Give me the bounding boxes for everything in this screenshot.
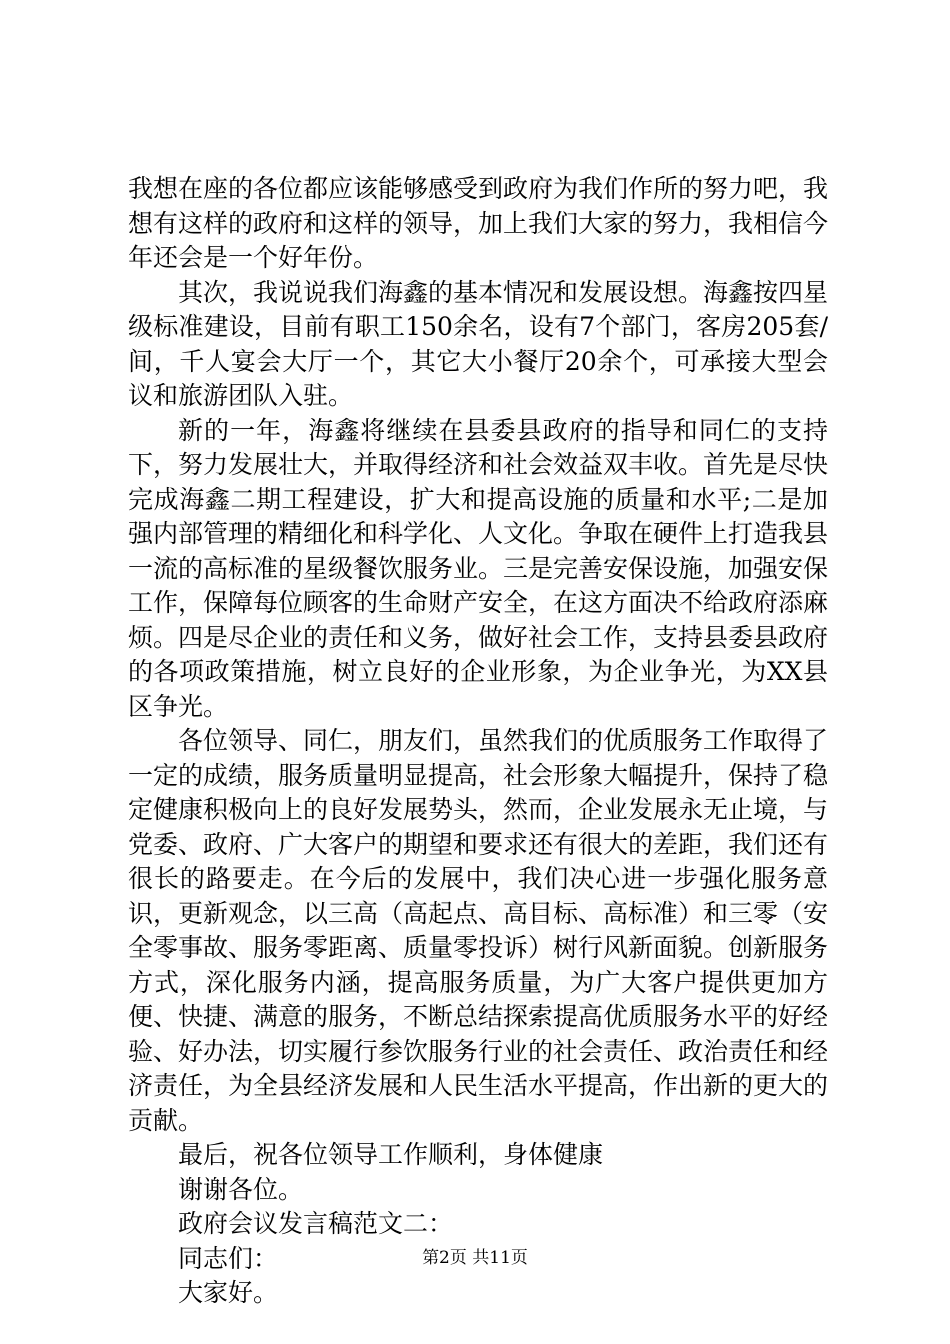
- paragraph-new-year-plans: 新的一年，海鑫将继续在县委县政府的指导和同仁的支持下，努力发展壮大，并取得经济和社会效益双丰收。首先是尽快完成海鑫二期工程建设，扩大和提高设施的质量和水平;二是加强内部管理的精细化和科学化、人文化。争取在硬件上打造我县一流的高标准的星级餐饮服务业。三是完善安保设施，加强安保工作，保障每位顾客的生命财产安全，在这方面决不给政府添麻烦。四是尽企业的责任和义务，做好社会工作，支持县委县政府的各项政策措施，树立良好的企业形象，为企业争光，为XX县区争光。: [128, 415, 829, 721]
- paragraph-thanks: 谢谢各位。: [178, 1174, 304, 1204]
- document-body: [128, 172, 828, 1311]
- paragraph-salutation: 同志们：: [178, 1243, 279, 1273]
- paragraph-closing-wish: 最后，祝各位领导工作顺利，身体健康: [178, 1140, 604, 1169]
- paragraph-hotel-overview: 其次，我说说我们海鑫的基本情况和发展设想。海鑫按四星级标准建设，目前有职工150余名，设有7个部门，客房205套/间，千人宴会大厅一个，其它大小餐厅20余个，可承接大型会议和旅游团队入驻。: [128, 277, 829, 410]
- paragraph-greeting: 大家好。: [178, 1278, 279, 1307]
- page-number-footer: 第2页 共11页: [422, 1248, 528, 1268]
- paragraph-service-commitment: 各位领导、同仁，朋友们，虽然我们的优质服务工作取得了一定的成绩，服务质量明显提高，社会形象大幅提升，保持了稳定健康积极向上的良好发展势头，然而，企业发展永无止境，与党委、政府、广大客户的期望和要求还有很大的差距，我们还有很长的路要走。在今后的发展中，我们决心进一步强化服务意识，更新观念，以三高（高起点、高目标、高标准）和三零（安全零事故、服务零距离、质量零投诉）树行风新面貌。创新服务方式，深化服务内涵，提高服务质量，为广大客户提供更加方便、快捷、满意的服务，不断总结探索提高优质服务水平的好经验、好办法，切实履行参饮服务行业的社会责任、政治责任和经济责任，为全县经济发展和人民生活水平提高，作出新的更大的贡献。: [128, 726, 829, 1135]
- paragraph-continuation: 我想在座的各位都应该能够感受到政府为我们作所的努力吧，我想有这样的政府和这样的领导，加上我们大家的努力，我相信今年还会是一个好年份。: [128, 174, 829, 272]
- paragraph-section-title: 政府会议发言稿范文二：: [178, 1209, 454, 1238]
